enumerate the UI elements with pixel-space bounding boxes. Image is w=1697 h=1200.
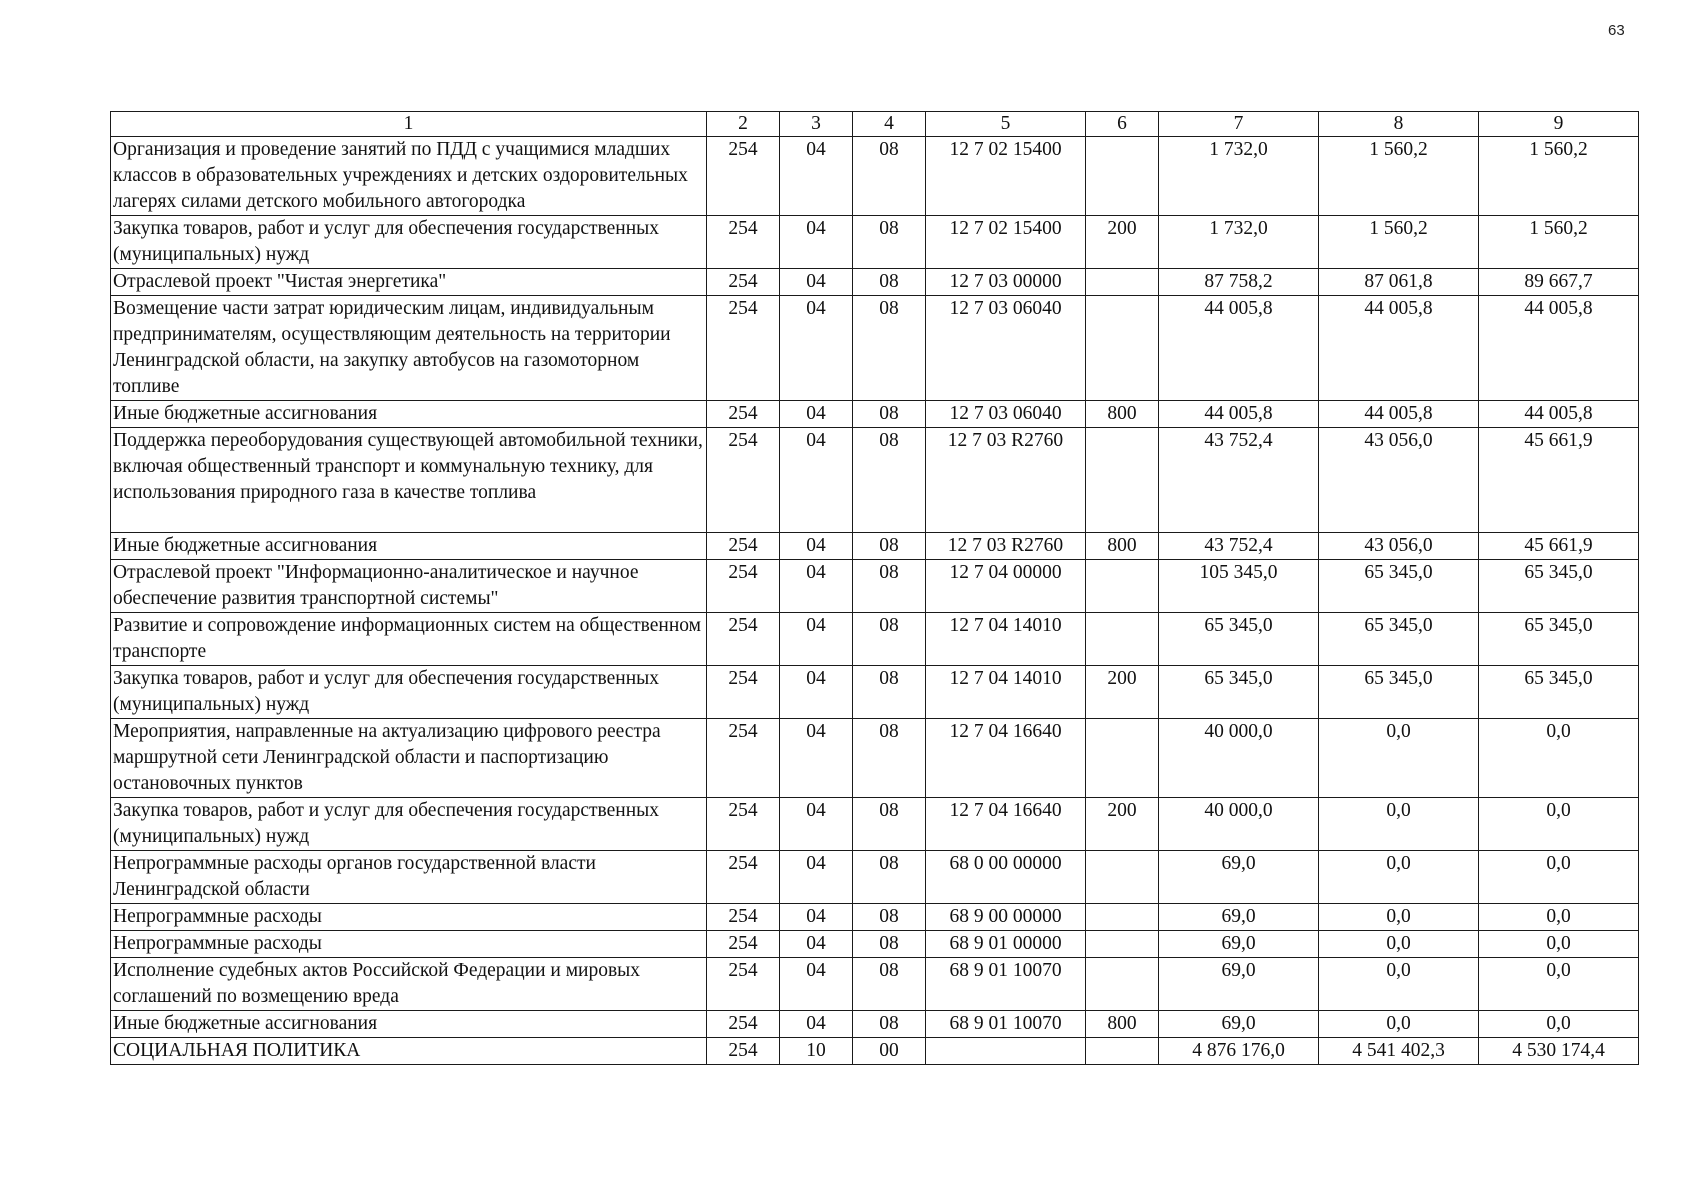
amount-col8: 65 345,0 xyxy=(1319,613,1479,666)
column-header: 9 xyxy=(1479,112,1639,137)
target-article xyxy=(926,1038,1086,1065)
row-name: Закупка товаров, работ и услуг для обеспечения государственных (муниципальных) нужд xyxy=(111,216,707,269)
section-code: 04 xyxy=(780,613,853,666)
expense-type xyxy=(1086,613,1159,666)
table-row xyxy=(111,269,1639,296)
expense-type xyxy=(1086,296,1159,401)
table-row xyxy=(111,798,1639,851)
amount-col8: 0,0 xyxy=(1319,958,1479,1011)
amount-col7: 87 758,2 xyxy=(1159,269,1319,296)
amount-col9: 0,0 xyxy=(1479,904,1639,931)
expense-type: 800 xyxy=(1086,401,1159,428)
row-name: Закупка товаров, работ и услуг для обеспечения государственных (муниципальных) нужд xyxy=(111,666,707,719)
subsection-code: 08 xyxy=(853,269,926,296)
row-name: Иные бюджетные ассигнования xyxy=(111,533,707,560)
amount-col7: 69,0 xyxy=(1159,851,1319,904)
target-article: 12 7 04 14010 xyxy=(926,666,1086,719)
row-name: Непрограммные расходы органов государственной власти Ленинградской области xyxy=(111,851,707,904)
section-code: 04 xyxy=(780,296,853,401)
admin-code: 254 xyxy=(707,719,780,798)
amount-col9: 1 560,2 xyxy=(1479,137,1639,216)
table-row xyxy=(111,851,1639,904)
section-code: 04 xyxy=(780,533,853,560)
amount-col9: 65 345,0 xyxy=(1479,666,1639,719)
admin-code: 254 xyxy=(707,401,780,428)
row-name: Иные бюджетные ассигнования xyxy=(111,1011,707,1038)
amount-col8: 44 005,8 xyxy=(1319,401,1479,428)
column-header: 3 xyxy=(780,112,853,137)
amount-col7: 43 752,4 xyxy=(1159,428,1319,533)
expense-type xyxy=(1086,1038,1159,1065)
budget-table xyxy=(110,111,1639,1065)
amount-col9: 0,0 xyxy=(1479,719,1639,798)
target-article: 12 7 03 R2760 xyxy=(926,428,1086,533)
amount-col9: 89 667,7 xyxy=(1479,269,1639,296)
expense-type xyxy=(1086,560,1159,613)
target-article: 12 7 04 16640 xyxy=(926,719,1086,798)
table-row xyxy=(111,296,1639,401)
column-header: 5 xyxy=(926,112,1086,137)
table-row xyxy=(111,958,1639,1011)
amount-col8: 0,0 xyxy=(1319,1011,1479,1038)
amount-col9: 0,0 xyxy=(1479,798,1639,851)
row-name: СОЦИАЛЬНАЯ ПОЛИТИКА xyxy=(111,1038,707,1065)
section-code: 04 xyxy=(780,851,853,904)
row-name: Поддержка переоборудования существующей автомобильной техники, включая общественный транспорт и коммунальную технику, для использования природного газа в качестве топлива xyxy=(111,428,707,533)
expense-type: 800 xyxy=(1086,533,1159,560)
amount-col9: 44 005,8 xyxy=(1479,296,1639,401)
row-name: Закупка товаров, работ и услуг для обеспечения государственных (муниципальных) нужд xyxy=(111,798,707,851)
amount-col9: 4 530 174,4 xyxy=(1479,1038,1639,1065)
amount-col8: 87 061,8 xyxy=(1319,269,1479,296)
target-article: 68 9 00 00000 xyxy=(926,904,1086,931)
admin-code: 254 xyxy=(707,533,780,560)
amount-col8: 1 560,2 xyxy=(1319,216,1479,269)
expense-type: 200 xyxy=(1086,798,1159,851)
subsection-code: 08 xyxy=(853,533,926,560)
row-name: Непрограммные расходы xyxy=(111,931,707,958)
target-article: 12 7 04 14010 xyxy=(926,613,1086,666)
section-code: 04 xyxy=(780,1011,853,1038)
table-row xyxy=(111,719,1639,798)
target-article: 68 9 01 10070 xyxy=(926,1011,1086,1038)
expense-type xyxy=(1086,428,1159,533)
section-code: 04 xyxy=(780,719,853,798)
expense-type xyxy=(1086,958,1159,1011)
amount-col7: 43 752,4 xyxy=(1159,533,1319,560)
target-article: 68 9 01 10070 xyxy=(926,958,1086,1011)
row-name: Отраслевой проект "Чистая энергетика" xyxy=(111,269,707,296)
amount-col7: 69,0 xyxy=(1159,931,1319,958)
amount-col9: 0,0 xyxy=(1479,851,1639,904)
section-code: 04 xyxy=(780,216,853,269)
section-code: 10 xyxy=(780,1038,853,1065)
section-code: 04 xyxy=(780,560,853,613)
subsection-code: 08 xyxy=(853,428,926,533)
admin-code: 254 xyxy=(707,958,780,1011)
admin-code: 254 xyxy=(707,904,780,931)
admin-code: 254 xyxy=(707,428,780,533)
admin-code: 254 xyxy=(707,931,780,958)
header-row xyxy=(111,112,1639,137)
section-code: 04 xyxy=(780,666,853,719)
table-row xyxy=(111,216,1639,269)
row-name: Исполнение судебных актов Российской Федерации и мировых соглашений по возмещению вреда xyxy=(111,958,707,1011)
subsection-code: 08 xyxy=(853,1011,926,1038)
admin-code: 254 xyxy=(707,1038,780,1065)
amount-col7: 44 005,8 xyxy=(1159,296,1319,401)
subsection-code: 08 xyxy=(853,560,926,613)
expense-type xyxy=(1086,719,1159,798)
amount-col8: 43 056,0 xyxy=(1319,428,1479,533)
column-header: 2 xyxy=(707,112,780,137)
section-code: 04 xyxy=(780,401,853,428)
expense-type xyxy=(1086,931,1159,958)
amount-col7: 40 000,0 xyxy=(1159,719,1319,798)
target-article: 12 7 03 06040 xyxy=(926,401,1086,428)
section-code: 04 xyxy=(780,798,853,851)
amount-col9: 0,0 xyxy=(1479,931,1639,958)
amount-col8: 0,0 xyxy=(1319,931,1479,958)
target-article: 68 0 00 00000 xyxy=(926,851,1086,904)
expense-type xyxy=(1086,904,1159,931)
subsection-code: 08 xyxy=(853,401,926,428)
admin-code: 254 xyxy=(707,851,780,904)
table-row xyxy=(111,904,1639,931)
amount-col9: 44 005,8 xyxy=(1479,401,1639,428)
section-code: 04 xyxy=(780,428,853,533)
row-name: Возмещение части затрат юридическим лицам, индивидуальным предпринимателям, осуществляющим деятельность на территории Ленинградской области, на закупку автобусов на газомоторном топливе xyxy=(111,296,707,401)
amount-col9: 45 661,9 xyxy=(1479,533,1639,560)
amount-col8: 4 541 402,3 xyxy=(1319,1038,1479,1065)
table-row-total xyxy=(111,1038,1639,1065)
subsection-code: 08 xyxy=(853,137,926,216)
column-header: 7 xyxy=(1159,112,1319,137)
amount-col9: 0,0 xyxy=(1479,1011,1639,1038)
expense-type xyxy=(1086,851,1159,904)
amount-col8: 1 560,2 xyxy=(1319,137,1479,216)
amount-col8: 43 056,0 xyxy=(1319,533,1479,560)
target-article: 12 7 04 00000 xyxy=(926,560,1086,613)
amount-col7: 65 345,0 xyxy=(1159,666,1319,719)
amount-col8: 65 345,0 xyxy=(1319,666,1479,719)
subsection-code: 08 xyxy=(853,719,926,798)
amount-col9: 1 560,2 xyxy=(1479,216,1639,269)
table-row xyxy=(111,666,1639,719)
amount-col8: 0,0 xyxy=(1319,904,1479,931)
admin-code: 254 xyxy=(707,296,780,401)
section-code: 04 xyxy=(780,904,853,931)
section-code: 04 xyxy=(780,137,853,216)
expense-type xyxy=(1086,269,1159,296)
amount-col8: 44 005,8 xyxy=(1319,296,1479,401)
admin-code: 254 xyxy=(707,798,780,851)
page-number: 63 xyxy=(1608,22,1625,39)
row-name: Отраслевой проект "Информационно-аналитическое и научное обеспечение развития транспортной системы" xyxy=(111,560,707,613)
table-row xyxy=(111,428,1639,533)
amount-col7: 4 876 176,0 xyxy=(1159,1038,1319,1065)
row-name: Развитие и сопровождение информационных систем на общественном транспорте xyxy=(111,613,707,666)
expense-type: 200 xyxy=(1086,666,1159,719)
admin-code: 254 xyxy=(707,1011,780,1038)
amount-col7: 69,0 xyxy=(1159,958,1319,1011)
amount-col7: 65 345,0 xyxy=(1159,613,1319,666)
target-article: 12 7 03 06040 xyxy=(926,296,1086,401)
column-header: 8 xyxy=(1319,112,1479,137)
target-article: 12 7 02 15400 xyxy=(926,216,1086,269)
expense-type: 200 xyxy=(1086,216,1159,269)
table-row xyxy=(111,613,1639,666)
target-article: 12 7 03 R2760 xyxy=(926,533,1086,560)
column-header: 6 xyxy=(1086,112,1159,137)
subsection-code: 08 xyxy=(853,851,926,904)
amount-col8: 0,0 xyxy=(1319,719,1479,798)
amount-col9: 65 345,0 xyxy=(1479,560,1639,613)
amount-col7: 1 732,0 xyxy=(1159,137,1319,216)
row-name: Мероприятия, направленные на актуализацию цифрового реестра маршрутной сети Ленинградской области и паспортизацию остановочных пунктов xyxy=(111,719,707,798)
admin-code: 254 xyxy=(707,613,780,666)
expense-type: 800 xyxy=(1086,1011,1159,1038)
subsection-code: 08 xyxy=(853,613,926,666)
admin-code: 254 xyxy=(707,216,780,269)
subsection-code: 08 xyxy=(853,216,926,269)
amount-col7: 44 005,8 xyxy=(1159,401,1319,428)
amount-col9: 45 661,9 xyxy=(1479,428,1639,533)
table-row xyxy=(111,560,1639,613)
subsection-code: 08 xyxy=(853,904,926,931)
column-header: 1 xyxy=(111,112,707,137)
admin-code: 254 xyxy=(707,666,780,719)
target-article: 68 9 01 00000 xyxy=(926,931,1086,958)
subsection-code: 08 xyxy=(853,666,926,719)
target-article: 12 7 04 16640 xyxy=(926,798,1086,851)
subsection-code: 00 xyxy=(853,1038,926,1065)
subsection-code: 08 xyxy=(853,798,926,851)
amount-col9: 65 345,0 xyxy=(1479,613,1639,666)
amount-col8: 0,0 xyxy=(1319,798,1479,851)
subsection-code: 08 xyxy=(853,958,926,1011)
row-name: Иные бюджетные ассигнования xyxy=(111,401,707,428)
table-row xyxy=(111,533,1639,560)
row-name: Непрограммные расходы xyxy=(111,904,707,931)
amount-col7: 105 345,0 xyxy=(1159,560,1319,613)
admin-code: 254 xyxy=(707,137,780,216)
amount-col8: 65 345,0 xyxy=(1319,560,1479,613)
admin-code: 254 xyxy=(707,560,780,613)
amount-col9: 0,0 xyxy=(1479,958,1639,1011)
subsection-code: 08 xyxy=(853,931,926,958)
table-row xyxy=(111,931,1639,958)
section-code: 04 xyxy=(780,269,853,296)
row-name: Организация и проведение занятий по ПДД с учащимися младших классов в образовательных учреждениях и детских оздоровительных лагерях силами детского мобильного автогородка xyxy=(111,137,707,216)
column-header: 4 xyxy=(853,112,926,137)
section-code: 04 xyxy=(780,931,853,958)
target-article: 12 7 03 00000 xyxy=(926,269,1086,296)
target-article: 12 7 02 15400 xyxy=(926,137,1086,216)
expense-type xyxy=(1086,137,1159,216)
amount-col7: 40 000,0 xyxy=(1159,798,1319,851)
table-row xyxy=(111,1011,1639,1038)
amount-col8: 0,0 xyxy=(1319,851,1479,904)
amount-col7: 1 732,0 xyxy=(1159,216,1319,269)
table-row xyxy=(111,401,1639,428)
section-code: 04 xyxy=(780,958,853,1011)
subsection-code: 08 xyxy=(853,296,926,401)
amount-col7: 69,0 xyxy=(1159,1011,1319,1038)
amount-col7: 69,0 xyxy=(1159,904,1319,931)
admin-code: 254 xyxy=(707,269,780,296)
table-row xyxy=(111,137,1639,216)
